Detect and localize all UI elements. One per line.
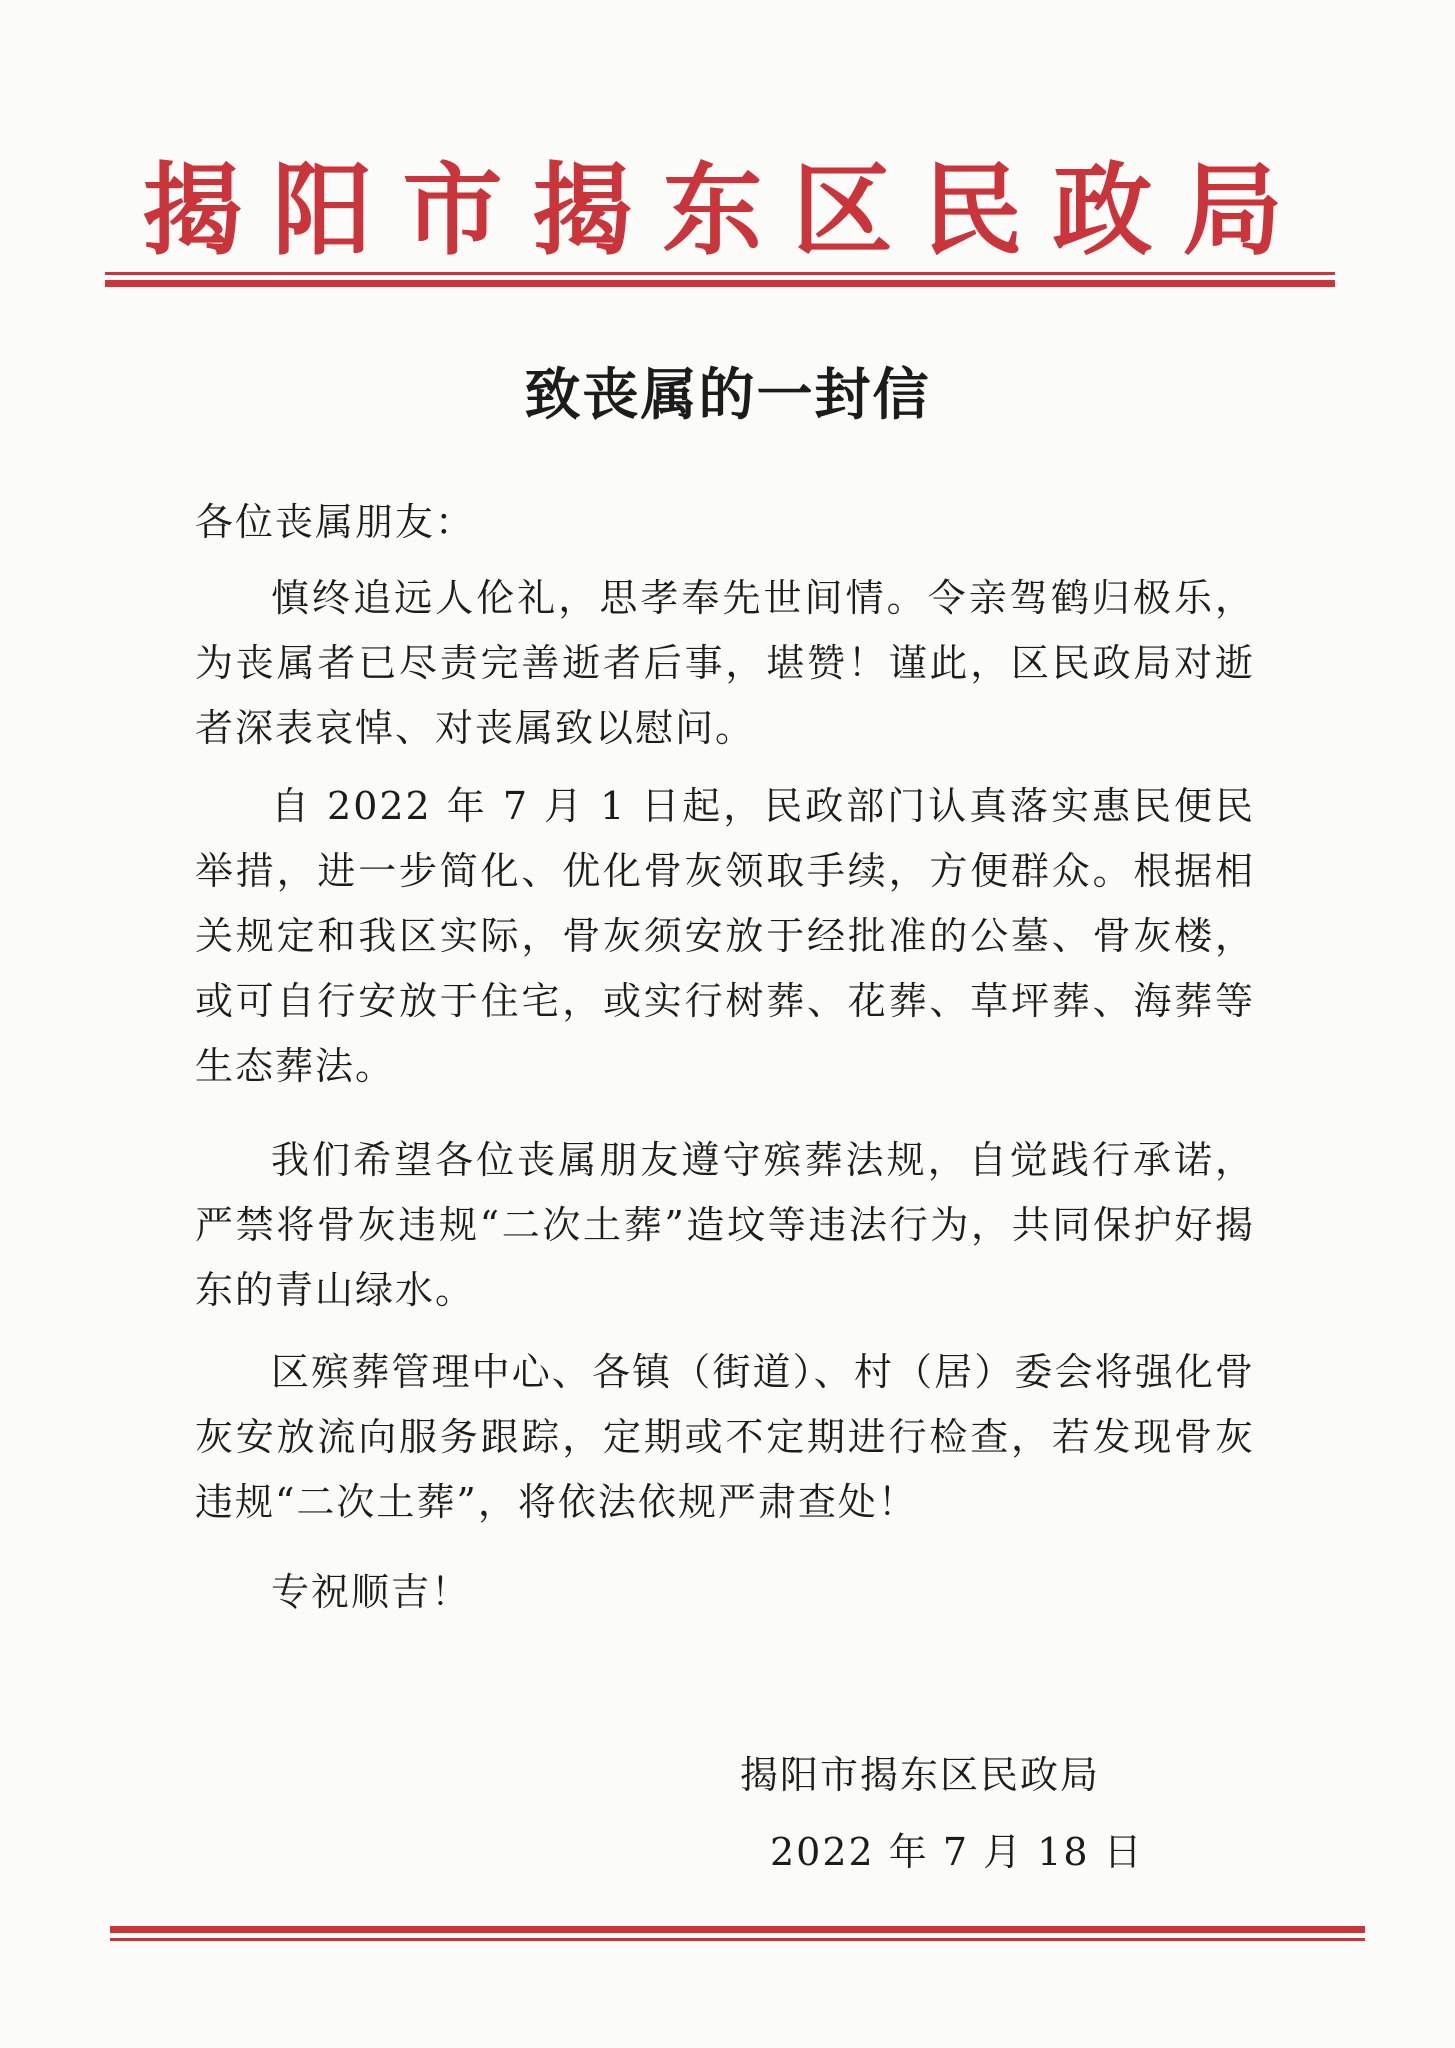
footer-rule-thin xyxy=(110,1938,1365,1941)
document-title: 致丧属的一封信 xyxy=(524,363,931,428)
paragraph-policy: 自 2022 年 7 月 1 日起，民政部门认真落实惠民便民举措，进一步简化、优化骨灰领取手续，方便群众。根据相关规定和我区实际，骨灰须安放于经批准的公墓、骨灰楼，或可自行安放于住宅，或实行树葬、花葬、草坪葬、海葬等生态葬法。 xyxy=(195,784,1255,1088)
letterhead-rule-thin xyxy=(105,272,1335,275)
paragraph-condolence: 慎终追远人伦礼，思孝奉先世间情。令亲驾鹤归极乐，为丧属者已尽责完善逝者后事，堪赞！谨此，区民政局对逝者深表哀悼、对丧属致以慰问。 xyxy=(195,576,1255,750)
footer-rule-thick xyxy=(110,1926,1365,1933)
signature-org: 揭阳市揭东区民政局 xyxy=(740,1753,1101,1797)
letterhead-org-name: 揭阳市揭东区民政局 xyxy=(142,151,1313,269)
salutation: 各位丧属朋友： xyxy=(195,500,476,544)
closing-greeting: 专祝顺吉！ xyxy=(271,1570,472,1614)
paragraph-enforcement: 区殡葬管理中心、各镇（街道）、村（居）委会将强化骨灰安放流向服务跟踪，定期或不定期进行检查，若发现骨灰违规“二次土葬”，将依法依规严肃查处！ xyxy=(195,1350,1255,1524)
signature-date: 2022 年 7 月 18 日 xyxy=(770,1830,1144,1874)
letterhead-rule-thick xyxy=(105,280,1335,287)
paragraph-appeal: 我们希望各位丧属朋友遵守殡葬法规，自觉践行承诺，严禁将骨灰违规“二次土葬”造坟等违法行为，共同保护好揭东的青山绿水。 xyxy=(195,1138,1255,1312)
